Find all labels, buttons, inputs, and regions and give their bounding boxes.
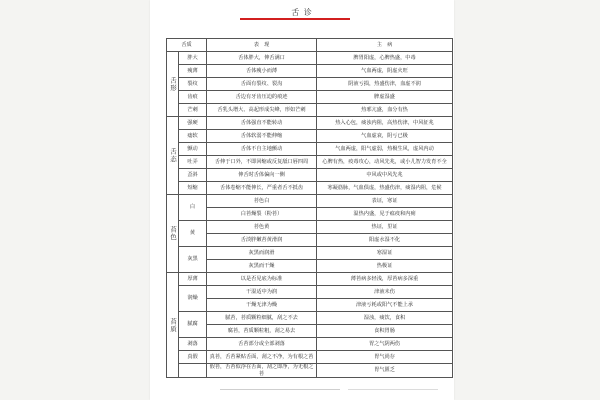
item-name-cell: 瘦薄 (179, 65, 207, 78)
table-row (167, 169, 453, 182)
disease-cell: 热入心包，痰浊内阻，高热伤津，中风征兆 (317, 117, 453, 130)
disease-cell: 热证，里证 (317, 221, 453, 234)
table-row (167, 52, 453, 65)
table-row (167, 299, 453, 312)
symptom-cell: 舌面有裂纹、裂沟 (207, 78, 317, 91)
table-row (167, 195, 453, 208)
title-underline (240, 18, 350, 20)
symptom-cell: 真苔，舌苔紧贴舌面，刮之不净，为有根之苔 (207, 351, 317, 364)
item-name-cell: 颤动 (179, 143, 207, 156)
item-name-cell: 齿痕 (179, 91, 207, 104)
disease-cell: 津液未伤 (317, 286, 453, 299)
table-row (167, 104, 453, 117)
table-row (167, 273, 453, 286)
table-row (167, 78, 453, 91)
table-row (167, 312, 453, 325)
symptom-cell: 舌体瘦小而薄 (207, 65, 317, 78)
category-cell: 舌形 (167, 52, 179, 117)
symptom-cell: 舌体胖大，伸舌满口 (207, 52, 317, 65)
disease-cell: 热邪亢盛，血分有热 (317, 104, 453, 117)
header-row (167, 39, 453, 52)
table-row (167, 325, 453, 338)
disease-cell: 阳虚水湿不化 (317, 234, 453, 247)
disease-cell: 气血两虚，阴虚火旺 (317, 65, 453, 78)
disease-cell: 心脾有热，疫毒攻心，动风先兆，或小儿智力发育不全 (317, 156, 453, 169)
item-name-cell: 黄 (179, 221, 207, 247)
table-row (167, 65, 453, 78)
table-row (167, 208, 453, 221)
symptom-cell: 假苔，舌苔似浮在舌面，刮之即净，为无根之苔 (207, 364, 317, 378)
disease-cell: 胃气匮乏 (317, 364, 453, 378)
item-name-cell: 白 (179, 195, 207, 221)
item-name-cell: 裂纹 (179, 78, 207, 91)
disease-cell: 胃气尚存 (317, 351, 453, 364)
header-tongue: 舌质 (167, 39, 207, 52)
disease-cell: 胃之气阴两伤 (317, 338, 453, 351)
symptom-cell: 腐苔，苔质颗粒粗，刮之易去 (207, 325, 317, 338)
symptom-cell: 苔色黄 (207, 221, 317, 234)
table-row (167, 286, 453, 299)
disease-cell: 阴液亏损，热盛伤津，血虚不润 (317, 78, 453, 91)
page-title: 舌 诊 (291, 8, 313, 17)
symptom-cell: 干湿适中为润 (207, 286, 317, 299)
disease-cell: 温热内盛，见于瘟疫和内痈 (317, 208, 453, 221)
symptom-cell: 伸舌时舌体偏向一侧 (207, 169, 317, 182)
disease-cell: 中风或中风先兆 (317, 169, 453, 182)
category-cell: 苔色 (167, 195, 179, 273)
symptom-cell: 舌苔部分或全部剥落 (207, 338, 317, 351)
item-name-cell: 润燥 (179, 286, 207, 312)
table-row (167, 234, 453, 247)
table-body (167, 52, 453, 378)
table-row (167, 143, 453, 156)
tongue-diagnosis-table (166, 38, 453, 378)
symptom-cell: 舌乳头增大、高起形成尖峰，形如芒刺 (207, 104, 317, 117)
symptom-cell: 舌淡胖嫩苔黄滑润 (207, 234, 317, 247)
item-name-cell: 强硬 (179, 117, 207, 130)
table-row (167, 351, 453, 364)
table-row (167, 364, 453, 378)
footer-rule-right (348, 389, 438, 390)
header-symptom: 表 现 (207, 39, 317, 52)
table-row (167, 117, 453, 130)
symptom-cell: 灰黑而干燥 (207, 260, 317, 273)
footer-rule (220, 389, 340, 390)
item-name-cell: 胖大 (179, 52, 207, 65)
disease-cell: 气血虚衰，阴亏已极 (317, 130, 453, 143)
table-row (167, 247, 453, 260)
item-name-cell: 痿软 (179, 130, 207, 143)
disease-cell: 薄苔病多轻浅，厚苔病多深重 (317, 273, 453, 286)
symptom-cell: 干燥无津为燥 (207, 299, 317, 312)
symptom-cell: 腻苔，苔质颗粒细腻，刮之不去 (207, 312, 317, 325)
symptom-cell: 舌边有牙齿压迫的痕迹 (207, 91, 317, 104)
table-row (167, 338, 453, 351)
symptom-cell: 以是否见底为标准 (207, 273, 317, 286)
disease-cell: 寒凝筋脉，气血俱虚，热盛伤津，痰湿内阻，危候 (317, 182, 453, 195)
item-name-cell: 剥落 (179, 338, 207, 351)
symptom-cell: 舌体强直不能转动 (207, 117, 317, 130)
item-name-cell (179, 364, 207, 378)
item-name-cell: 厚薄 (179, 273, 207, 286)
item-name-cell: 吐弄 (179, 156, 207, 169)
disease-cell: 津液亏耗或阳气不能上承 (317, 299, 453, 312)
disease-cell: 寒湿证 (317, 247, 453, 260)
symptom-cell: 舌体卷缩不能伸长，严重者舌不抵齿 (207, 182, 317, 195)
document-page (150, 0, 454, 400)
table-row (167, 260, 453, 273)
disease-cell: 气血两虚，阳气虚弱，热极生风，虚风内动 (317, 143, 453, 156)
category-cell: 舌态 (167, 117, 179, 195)
item-name-cell: 灰黑 (179, 247, 207, 273)
disease-cell: 脾虚湿盛 (317, 91, 453, 104)
symptom-cell: 舌体软弱不能伸缩 (207, 130, 317, 143)
symptom-cell: 舌伸于口外，不即回缩或反复舐口唇四周 (207, 156, 317, 169)
disease-cell: 热极证 (317, 260, 453, 273)
item-name-cell: 短缩 (179, 182, 207, 195)
disease-cell: 脾胃阳虚，心脾热盛，中毒 (317, 52, 453, 65)
item-name-cell: 歪斜 (179, 169, 207, 182)
header-disease: 主 病 (317, 39, 453, 52)
table-row (167, 221, 453, 234)
table-row (167, 182, 453, 195)
disease-cell: 表证，寒证 (317, 195, 453, 208)
table-row (167, 156, 453, 169)
symptom-cell: 白苔燥裂（粉苔） (207, 208, 317, 221)
item-name-cell: 芒刺 (179, 104, 207, 117)
symptom-cell: 苔色白 (207, 195, 317, 208)
symptom-cell: 灰黑而润滑 (207, 247, 317, 260)
table-row (167, 91, 453, 104)
disease-cell: 湿浊，痰饮，食积 (317, 312, 453, 325)
item-name-cell: 真假 (179, 351, 207, 364)
symptom-cell: 舌体不自主地颤动 (207, 143, 317, 156)
item-name-cell: 腻腐 (179, 312, 207, 338)
table-row (167, 130, 453, 143)
category-cell: 苔质 (167, 273, 179, 378)
disease-cell: 食积胃肠 (317, 325, 453, 338)
